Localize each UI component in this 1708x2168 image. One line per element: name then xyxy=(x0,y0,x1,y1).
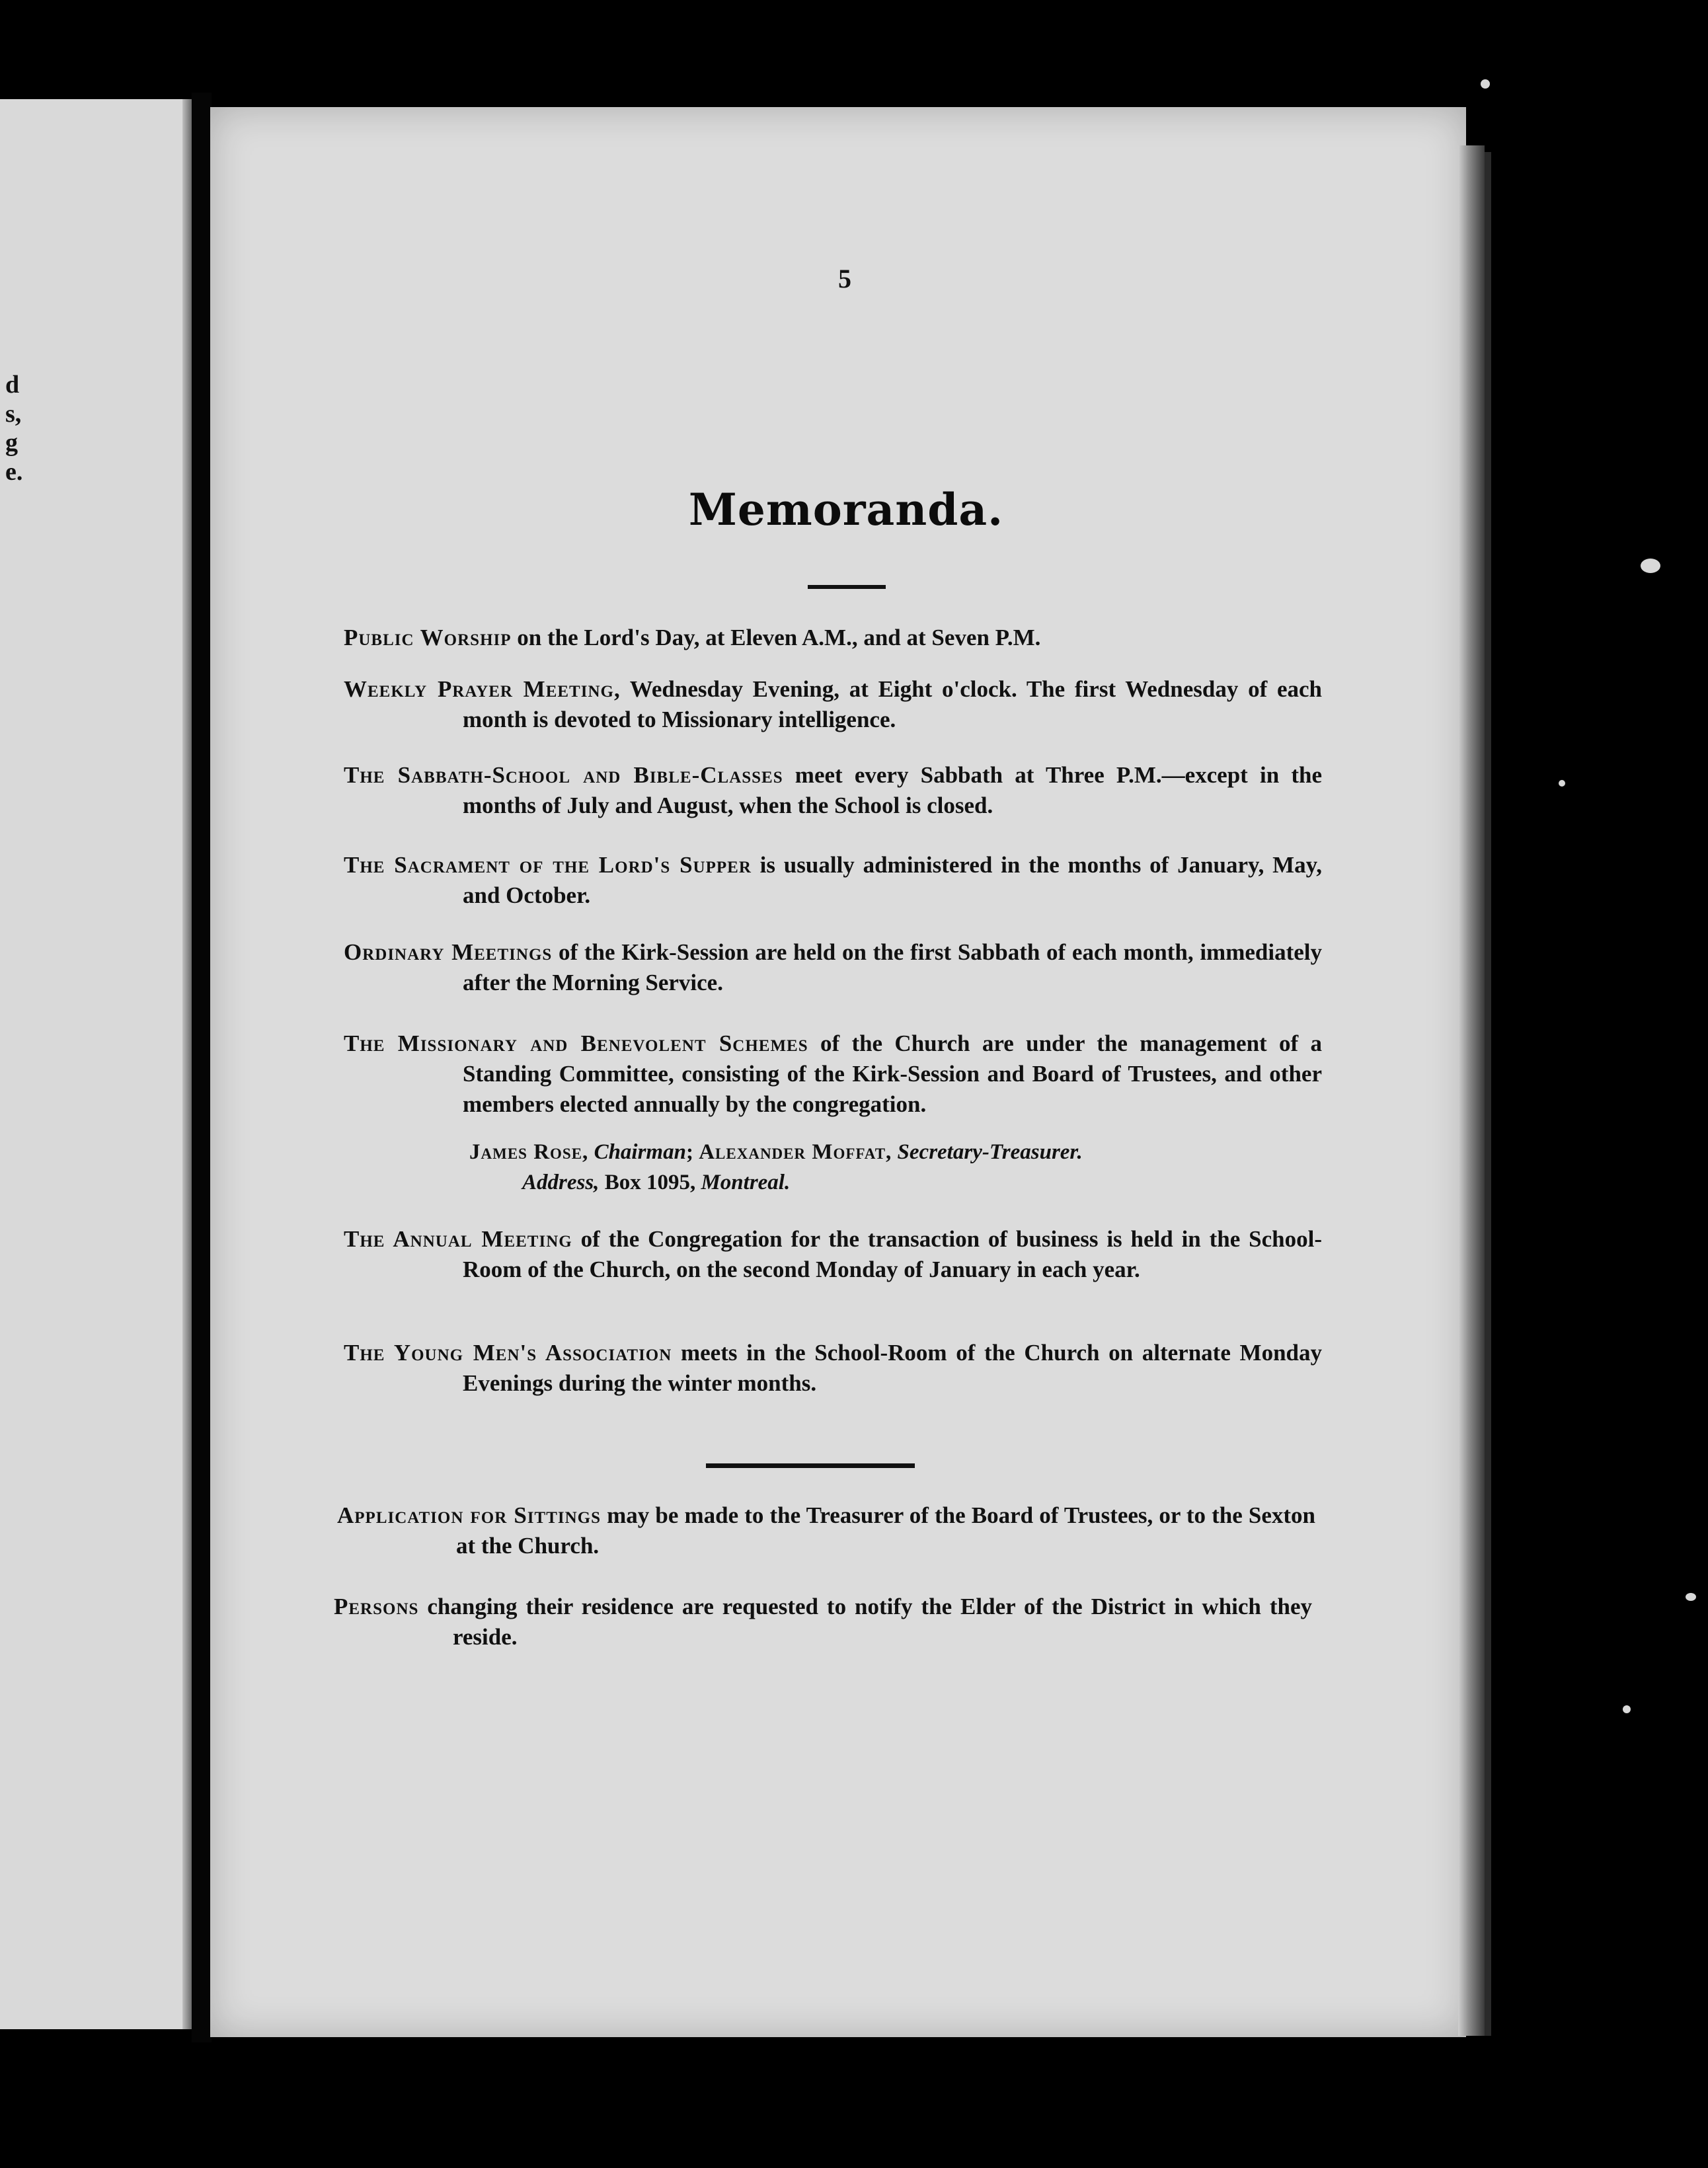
page-stack-shadow xyxy=(1485,152,1491,2036)
entry-public-worship xyxy=(344,623,1322,653)
scan-speck xyxy=(1686,1593,1696,1601)
entry-lead: The Missionary and Benevolent Schemes xyxy=(344,1030,808,1056)
entry-text: meet every Sabbath at Three P.M.—except in the months of July and August, when the School is closed. xyxy=(463,762,1323,818)
entry-young-mens-association xyxy=(344,1338,1322,1399)
entry-lead: The Annual Meeting xyxy=(344,1226,572,1252)
entry-application-sittings xyxy=(337,1500,1315,1561)
chairman-name: James Rose, xyxy=(469,1140,589,1164)
scan-speck xyxy=(1559,780,1565,787)
entry-lead: The Sacrament of the Lord's Supper xyxy=(344,852,752,878)
entry-lead: Public Worship xyxy=(344,625,512,650)
page-number: 5 xyxy=(838,264,851,293)
officers-separator: ; xyxy=(685,1140,693,1164)
left-page-edge xyxy=(182,99,192,2029)
entry-annual-meeting xyxy=(344,1224,1322,1285)
entry-text: on the Lord's Day, at Eleven A.M., and at Seven P.M. xyxy=(511,625,1041,650)
entry-sacrament xyxy=(344,850,1322,911)
entry-lead: The Young Men's Association xyxy=(344,1340,672,1366)
address-city: Montreal. xyxy=(701,1171,791,1194)
address-label: Address, xyxy=(522,1171,600,1194)
entry-sabbath-school xyxy=(344,760,1322,821)
entry-text: changing their residence are requested to notify the Elder of the District in which they reside. xyxy=(418,1594,1312,1650)
entry-lead: Persons xyxy=(334,1594,419,1619)
left-page-text-fragment: d s, g e. xyxy=(5,371,23,486)
chairman-role: Chairman xyxy=(594,1140,686,1164)
entry-text: meets in the School-Room of the Church on alternate Monday Evenings during the winter months. xyxy=(463,1340,1322,1396)
page-title: Memoranda. xyxy=(688,484,1004,535)
entry-text: may be made to the Treasurer of the Board of Trustees, or to the Sexton at the Church. xyxy=(456,1502,1315,1559)
section-rule xyxy=(706,1463,915,1468)
entry-text: is usually administered in the months of January, May, and October. xyxy=(463,852,1323,908)
address-box: Box 1095, xyxy=(599,1171,696,1194)
scan-speck xyxy=(1641,559,1660,573)
entry-text: of the Congregation for the transaction of business is held in the School-Room of the Church, on the second Monday of January in each year. xyxy=(463,1226,1322,1282)
entry-text: of the Kirk-Session are held on the first Sabbath of each month, immediately after the Morning Service. xyxy=(463,939,1323,995)
entry-lead: The Sabbath-School and Bible-Classes xyxy=(344,762,783,788)
secretary-name: Alexander Moffat, xyxy=(699,1140,892,1164)
entry-persons-changing xyxy=(334,1592,1312,1652)
scan-speck xyxy=(1623,1705,1631,1713)
entry-ordinary-meetings xyxy=(344,937,1322,998)
page-stack-edge xyxy=(1458,145,1485,2036)
entry-lead: Ordinary Meetings xyxy=(344,939,553,965)
entry-prayer-meeting xyxy=(344,674,1322,735)
officers-line-1 xyxy=(469,1137,1296,1167)
entry-text: Wednesday Evening, at Eight o'clock. The first Wednesday of each month is devoted to Missionary intelligence. xyxy=(463,676,1322,732)
scan-speck xyxy=(1481,79,1490,89)
secretary-role: Secretary-Treasurer. xyxy=(897,1140,1083,1164)
committee-officers xyxy=(469,1137,1296,1198)
entry-lead: Weekly Prayer Meeting, xyxy=(344,676,621,702)
entry-text: of the Church are under the management of a Standing Committee, consisting of the Kirk-Session and Board of Trustees, and other members elected annually by the congregation. xyxy=(463,1030,1322,1117)
title-rule xyxy=(808,585,886,589)
entry-missionary-schemes xyxy=(344,1028,1322,1120)
entry-lead: Application for Sittings xyxy=(337,1502,602,1528)
book-gutter xyxy=(192,93,212,2042)
officers-line-2 xyxy=(469,1167,1296,1198)
